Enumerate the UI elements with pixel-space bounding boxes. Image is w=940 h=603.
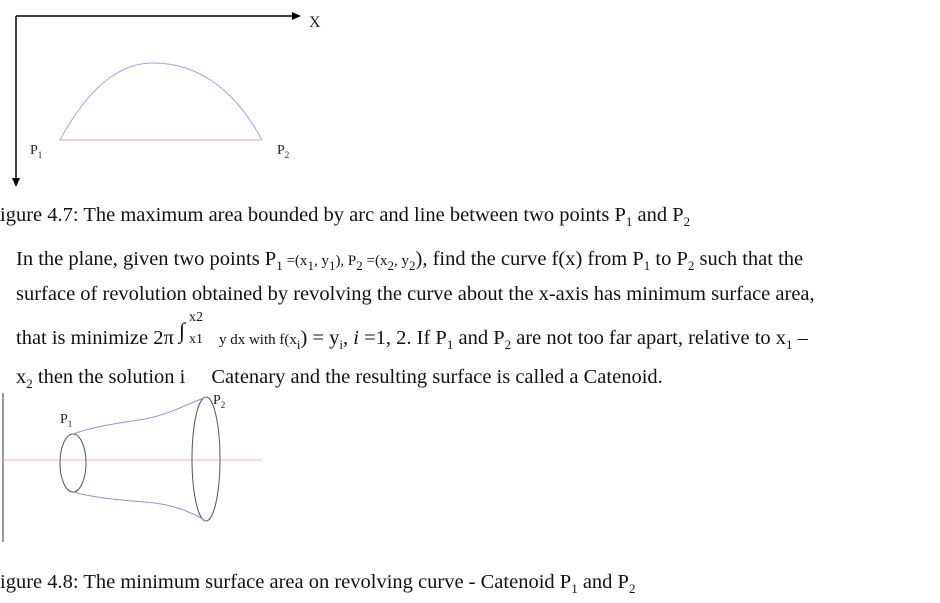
text: ), find the curve f(x) from P [415, 248, 644, 270]
caption-sub: 2 [683, 214, 691, 230]
sub: 1 [786, 337, 793, 353]
text: ) = y [300, 327, 340, 349]
text: In the plane, given two points P [16, 248, 277, 270]
text: are not too far apart, relative to x [511, 327, 787, 349]
p1-base: P [60, 412, 68, 427]
paragraph-line-4 [16, 366, 936, 392]
p1-sub: 1 [37, 149, 43, 160]
x-axis-label: X [309, 14, 321, 31]
paragraph-line-2 [16, 283, 936, 306]
figure-4-7-diagram [0, 0, 940, 200]
text: , [343, 327, 354, 349]
sub: i [296, 337, 301, 353]
figure-4-8-diagram [0, 390, 940, 590]
sub: 2 [687, 258, 695, 274]
p1-base: P [30, 143, 38, 158]
text: Catenary and the resulting surface is called a Catenoid. [211, 366, 663, 388]
sub: 1 [328, 258, 336, 274]
caption-sub: 1 [571, 581, 578, 597]
sub: 2 [356, 258, 363, 274]
sub: 2 [409, 258, 416, 274]
sub: 1 [643, 258, 651, 274]
text: , y [394, 253, 409, 269]
catenoid-upper-curve [73, 397, 206, 434]
large-ellipse-p2 [192, 397, 220, 521]
p2-sub: 2 [220, 399, 226, 410]
caption-sub: 2 [628, 581, 636, 597]
p1-sub: 1 [67, 418, 73, 429]
sub: 1 [307, 258, 314, 274]
sub: 1 [276, 258, 283, 274]
y-axis-arrowhead [12, 178, 20, 187]
figure-4-7-caption [0, 204, 691, 230]
point-p2-label [277, 143, 289, 160]
text: x [16, 366, 27, 388]
text: that is minimize 2π [16, 327, 174, 349]
point-p2-label-fig2 [213, 393, 225, 410]
paragraph-line-1 [16, 248, 936, 274]
text: y dx with f(x [218, 332, 297, 348]
p2-base: P [213, 393, 221, 408]
caption-text: and P [577, 571, 629, 593]
sub: 2 [387, 258, 394, 274]
italic-i: i [353, 327, 359, 349]
text: then the solution i [32, 366, 186, 388]
text: and P [453, 327, 505, 349]
text: =1, 2. If P [358, 327, 447, 349]
caption-sub: 1 [625, 214, 633, 230]
sub: i [339, 337, 344, 353]
maximum-area-arc [60, 63, 262, 140]
text: =(x [362, 253, 388, 269]
sub: 2 [504, 337, 512, 353]
point-p1-label [30, 143, 42, 160]
figure-4-8-caption [0, 571, 636, 597]
paragraph-line-3 [16, 310, 936, 353]
integral-symbol: ∫ [178, 318, 185, 343]
text: surface of revolution obtained by revolving the curve about the x-axis has minimum surface area, [16, 283, 815, 305]
integral-lower-limit: x1 [188, 332, 203, 347]
p2-base: P [277, 143, 285, 158]
integral-sign [178, 310, 219, 347]
sub: 2 [26, 376, 33, 392]
integral-upper-limit: x2 [188, 310, 203, 325]
x-axis-arrowhead [292, 12, 301, 20]
caption-text: igure 4.7: The maximum area bounded by arc and line between two points P [0, 204, 626, 226]
text: , y [313, 253, 329, 269]
small-ellipse-p1 [60, 434, 86, 492]
text: such that the [694, 248, 804, 270]
p2-sub: 2 [284, 149, 290, 160]
sub: 1 [446, 337, 454, 353]
text: to P [650, 248, 688, 270]
text: – [792, 327, 808, 349]
point-p1-label-fig2 [60, 412, 72, 429]
text: =(x [282, 253, 308, 269]
text: ), P [335, 253, 357, 269]
caption-text: igure 4.8: The minimum surface area on revolving curve - Catenoid P [0, 571, 572, 593]
caption-text: and P [632, 204, 684, 226]
catenoid-lower-curve [73, 492, 206, 521]
